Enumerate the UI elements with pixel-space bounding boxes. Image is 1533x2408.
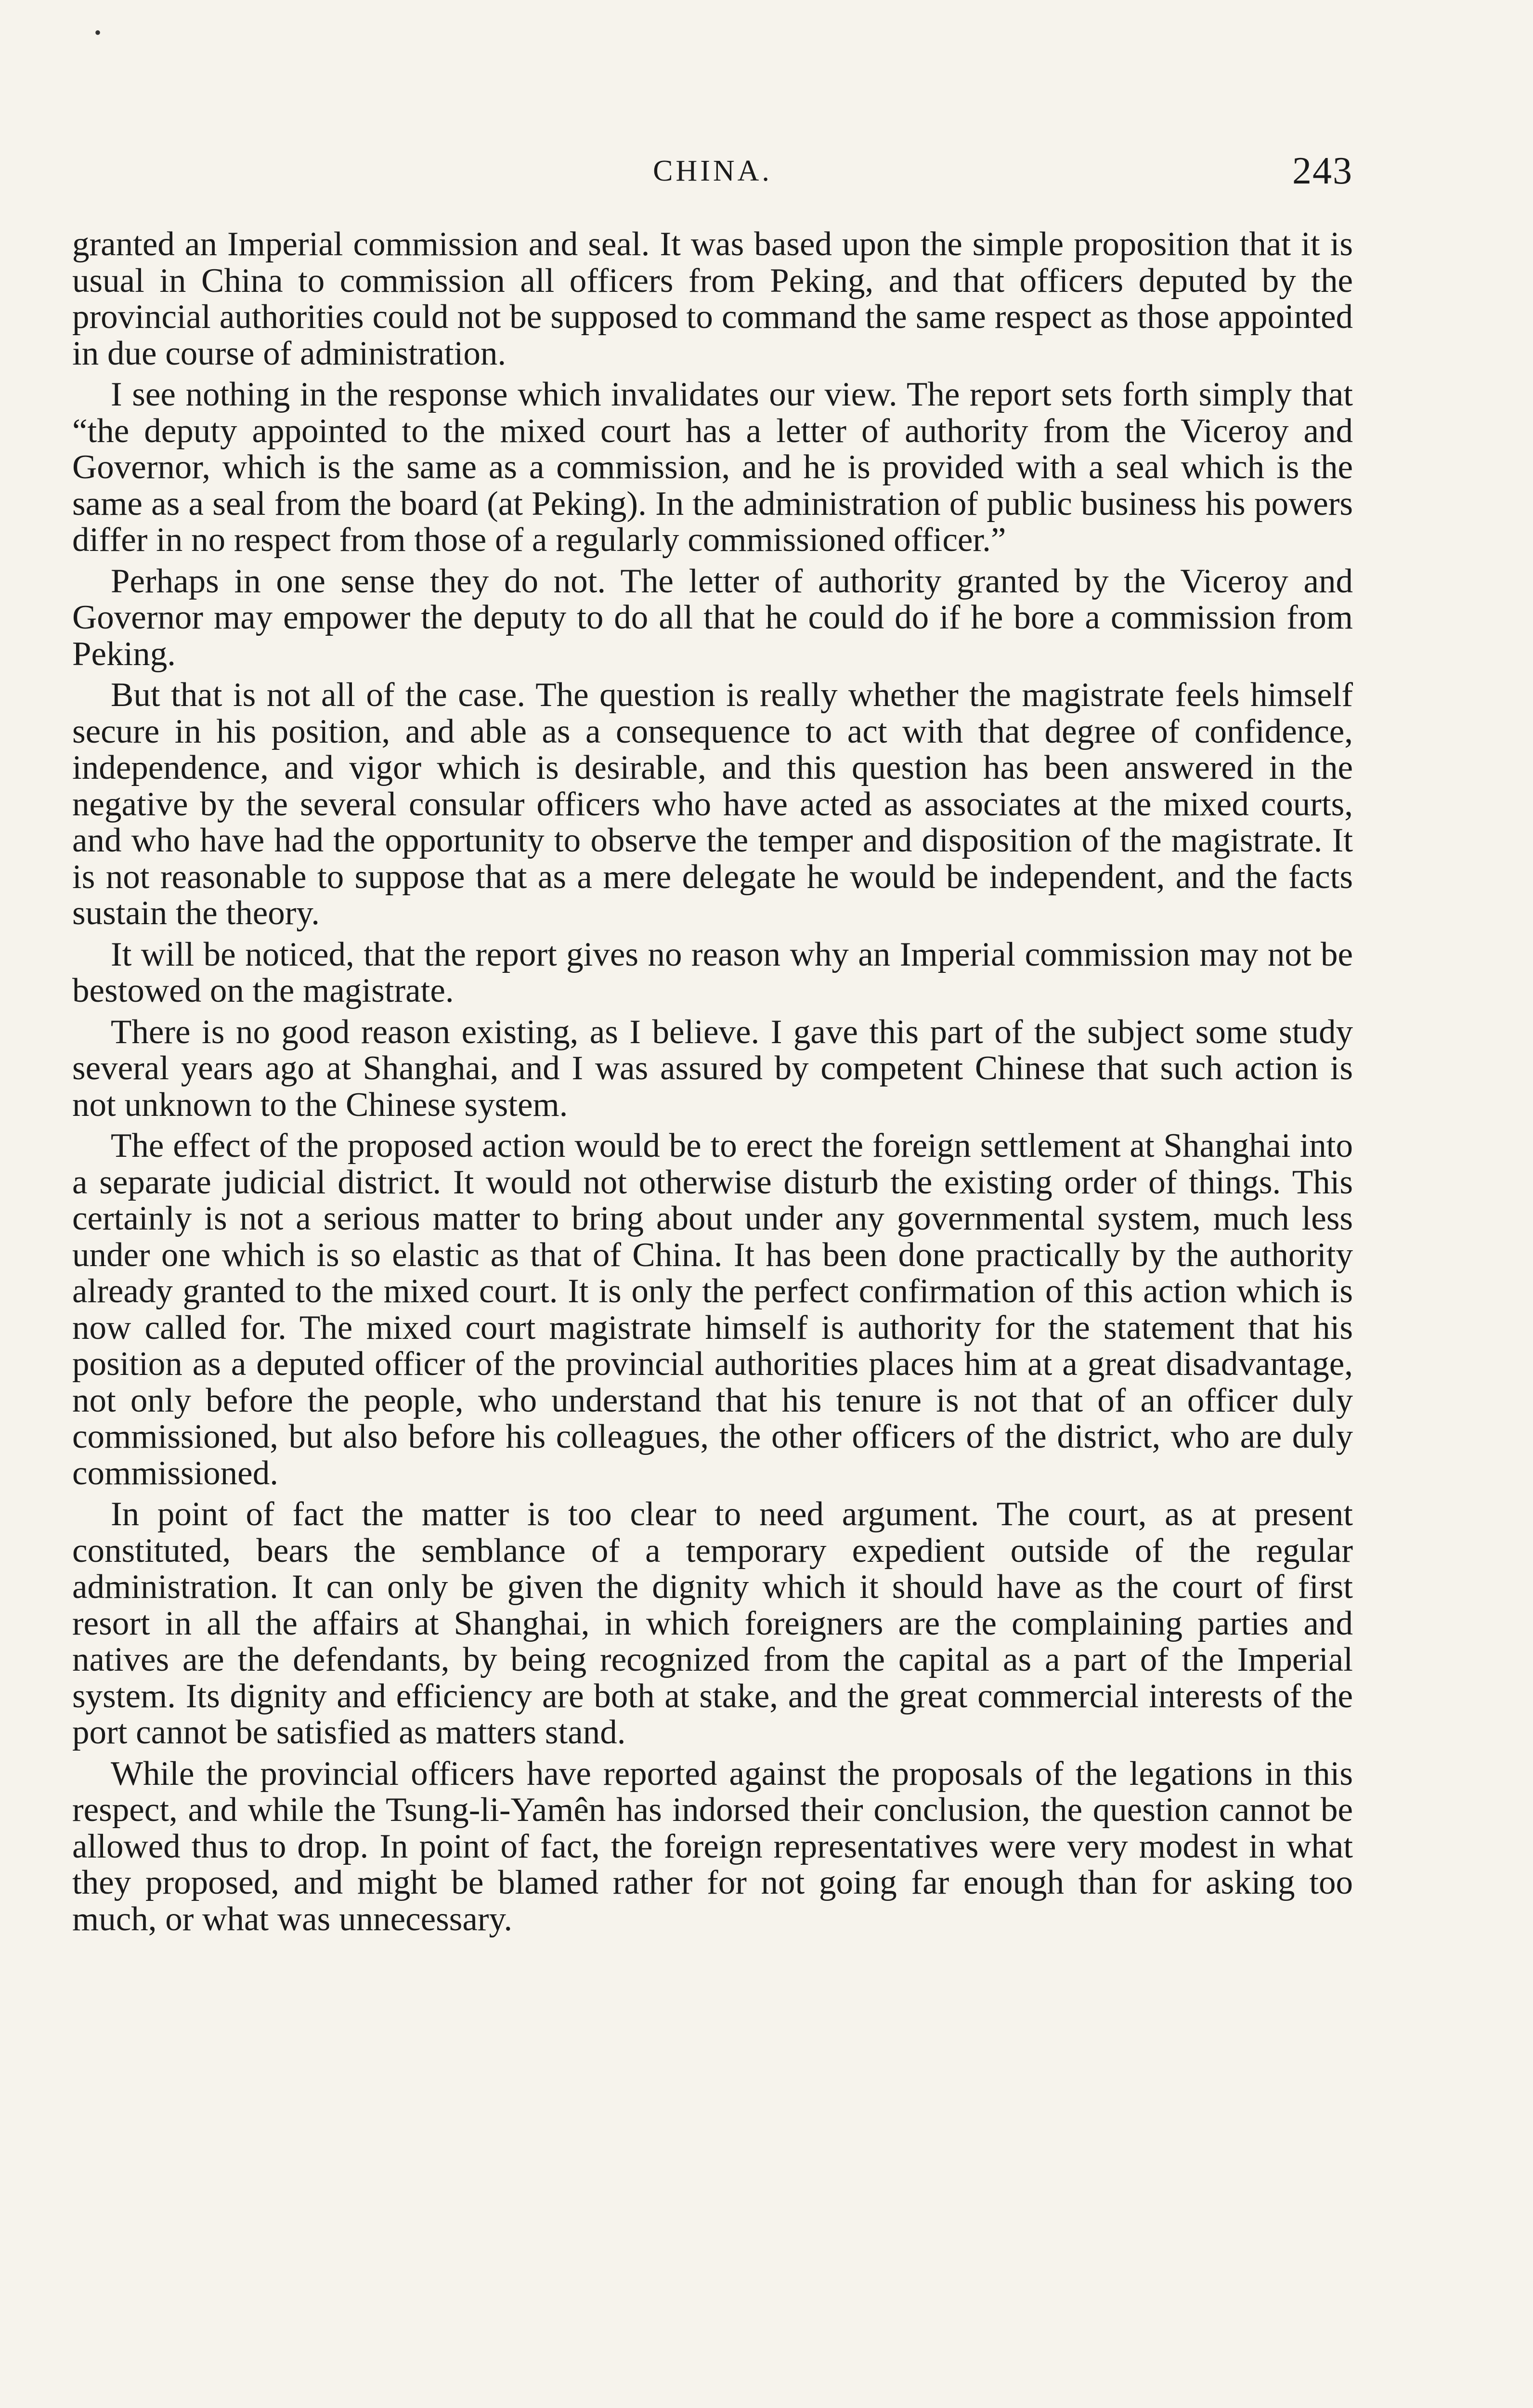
paragraph-8: In point of fact the matter is too clear to need argument. The court, as at present constituted, bears the semblance of a temporary expedient outside of the regular administration. It can only be given the dignity which it should have as the court of first resort in all the affairs at Shanghai, in which foreigners are the complaining parties and natives are the defendants, by being recognized from the capital as a part of the Imperial system. Its dignity and efficiency are both at stake, and the great commercial interests of the port cannot be satisfied as matters stand.: [72, 1495, 1353, 1751]
paragraph-5: It will be noticed, that the report gives no reason why an Imperial commission may not be bestowed on the magistrate.: [72, 935, 1353, 1009]
page-header: [72, 150, 1353, 207]
paragraph-3: Perhaps in one sense they do not. The letter of authority granted by the Viceroy and Governor may empower the deputy to do all that he could do if he bore a commission from Peking.: [72, 562, 1353, 673]
paragraph-1: granted an Imperial commission and seal. It was based upon the simple proposition that it is usual in China to commission all officers from Peking, and that officers deputed by the provincial authorities could not be supposed to command the same respect as those appointed in due course of administration.: [72, 225, 1353, 372]
body-text: [72, 226, 1353, 1942]
page-number: 243: [1292, 150, 1353, 192]
margin-mark: •: [94, 22, 102, 43]
paragraph-7: The effect of the proposed action would be to erect the foreign settlement at Shanghai into a separate judicial district. It would not otherwise disturb the existing order of things. This certainly is not a serious matter to bring about under any governmental system, much less under one which is so elastic as that of China. It has been done practically by the authority already granted to the mixed court. It is only the perfect confirmation of this action which is now called for. The mixed court magistrate himself is authority for the statement that his position as a deputed officer of the provincial authorities places him at a great disadvantage, not only before the people, who understand that his tenure is not that of an officer duly commissioned, but also before his colleagues, the other officers of the district, who are duly commissioned.: [72, 1127, 1353, 1492]
paragraph-4: But that is not all of the case. The question is really whether the magistrate feels himself secure in his position, and able as a consequence to act with that degree of confidence, independence, and vigor which is desirable, and this question has been answered in the negative by the several consular officers who have acted as associates at the mixed courts, and who have had the opportunity to observe the temper and disposition of the magistrate. It is not reasonable to suppose that as a mere delegate he would be independent, and the facts sustain the theory.: [72, 676, 1353, 932]
paragraph-9: While the provincial officers have reported against the proposals of the legations in this respect, and while the Tsung-li-Yamên has indorsed their conclusion, the question cannot be allowed thus to drop. In point of fact, the foreign representatives were very modest in what they proposed, and might be blamed rather for not going far enough than for asking too much, or what was unnecessary.: [72, 1754, 1353, 1938]
running-title: CHINA.: [653, 155, 772, 187]
paragraph-2: I see nothing in the response which invalidates our view. The report sets forth simply that “the deputy appointed to the mixed court has a letter of authority from the Viceroy and Governor, which is the same as a commission, and he is provided with a seal which is the same as a seal from the board (at Peking). In the administration of public business his powers differ in no respect from those of a regularly commissioned officer.”: [72, 376, 1353, 559]
paragraph-6: There is no good reason existing, as I believe. I gave this part of the subject some study several years ago at Shanghai, and I was assured by competent Chinese that such action is not unknown to the Chinese system.: [72, 1013, 1353, 1124]
